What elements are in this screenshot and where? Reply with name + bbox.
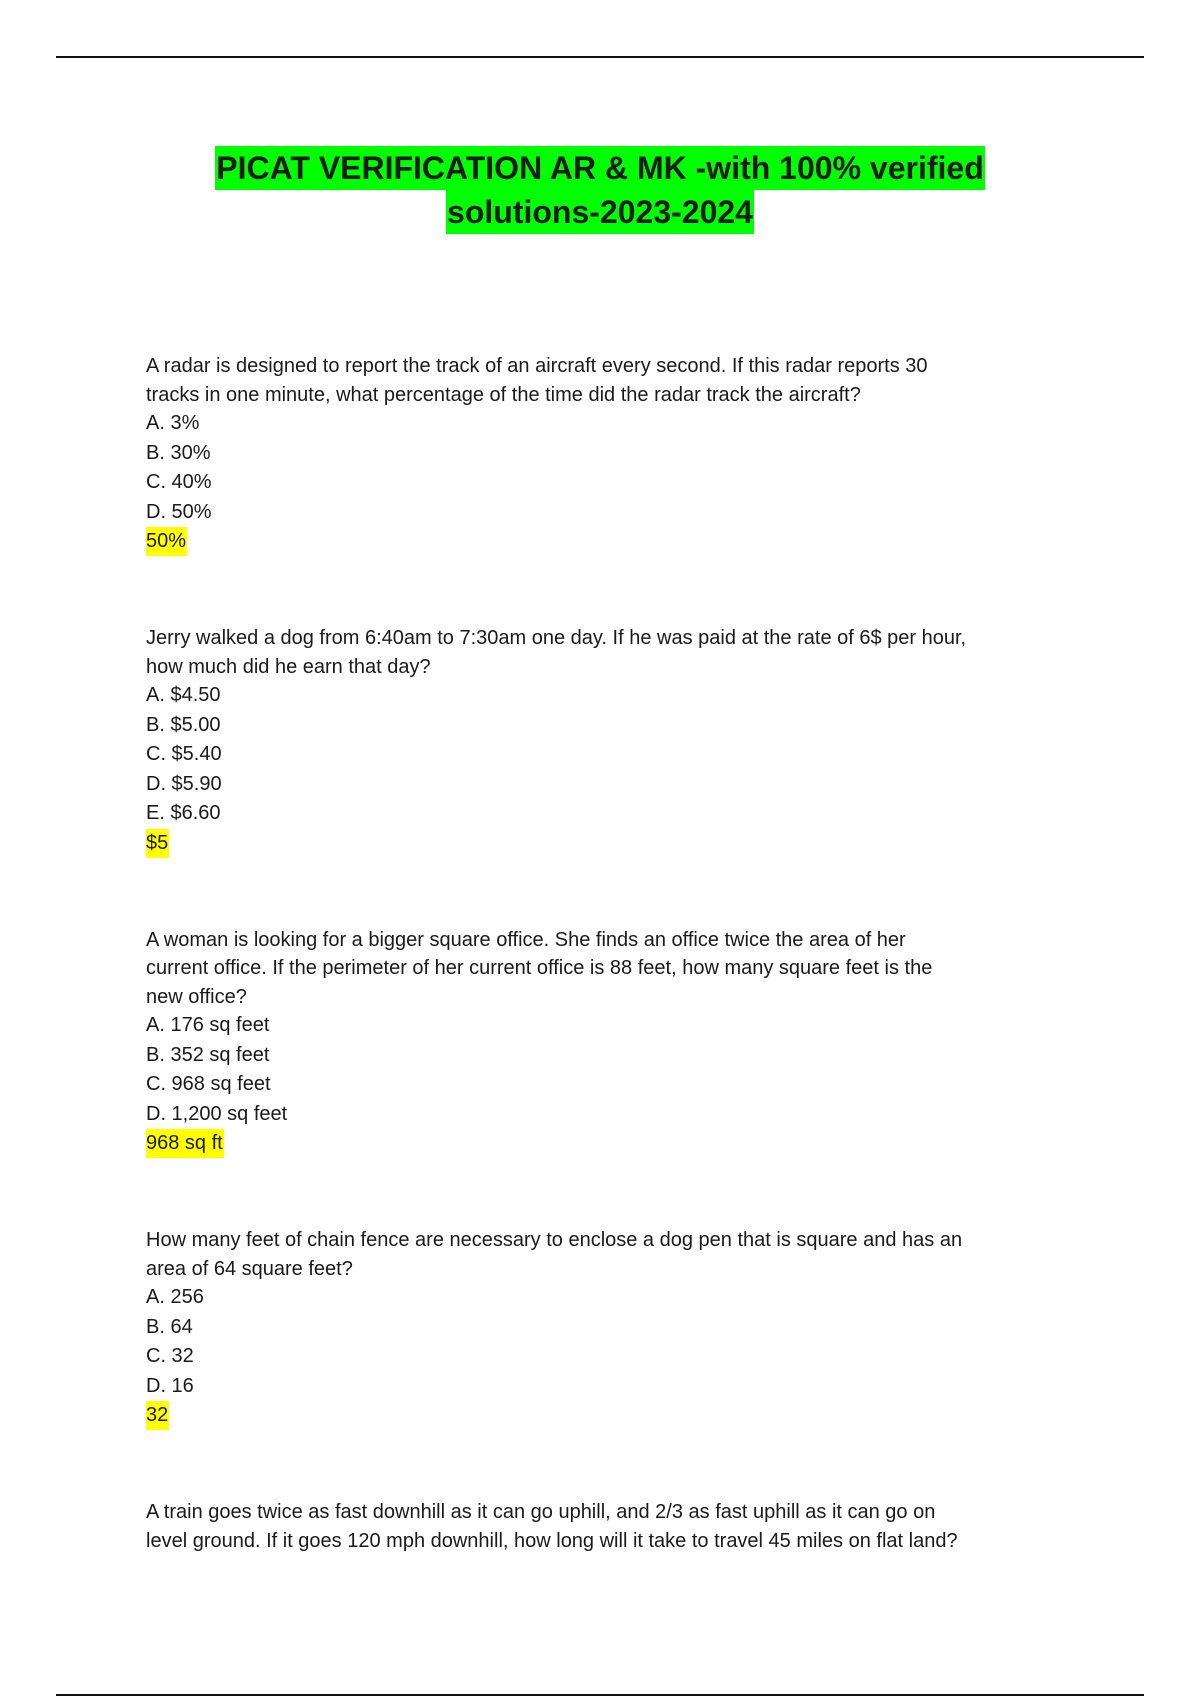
option-c: C. $5.40 [146,743,222,765]
option-d: D. 50% [146,500,212,523]
option-b: B. 352 sq feet [146,1043,270,1066]
option-b: B. $5.00 [146,713,221,736]
option-d: D. 1,200 sq feet [146,1102,288,1125]
question-text [146,1498,1066,1555]
question-text-line: level ground. If it goes 120 mph downhill, how long will it take to travel 45 miles on flat land? [146,1529,958,1552]
question-text-line: Jerry walked a dog from 6:40am to 7:30am one day. If he was paid at the rate of 6$ per hour, [146,627,967,649]
option-d: D. 16 [146,1374,194,1397]
option-c: C. 968 sq feet [146,1073,271,1095]
answer-highlight: 968 sq ft [146,1129,224,1158]
option-a: A. $4.50 [146,684,221,706]
option-c: C. 32 [146,1345,194,1367]
question-text [146,1226,1066,1283]
title-line-1: PICAT VERIFICATION AR & MK -with 100% verified [215,146,984,190]
question-2 [146,624,1066,858]
question-text-line: current office. If the perimeter of her current office is 88 feet, how many square feet is the [146,957,933,979]
option-b: B. 64 [146,1315,193,1338]
question-text-line: area of 64 square feet? [146,1257,353,1280]
question-text-line: new office? [146,985,247,1008]
option-e: E. $6.60 [146,802,221,824]
option-a: A. 176 sq feet [146,1014,270,1036]
answer-highlight: $5 [146,829,169,858]
option-a: A. 256 [146,1286,204,1308]
top-divider [56,56,1144,58]
question-text-line: A woman is looking for a bigger square office. She finds an office twice the area of her [146,928,906,951]
answer-highlight: 32 [146,1401,169,1430]
question-text [146,926,1066,1012]
question-text [146,352,1066,409]
question-1 [146,352,1066,556]
option-a: A. 3% [146,412,200,434]
option-c: C. 40% [146,471,212,493]
document-title [0,146,1200,234]
question-text-line: A radar is designed to report the track of an aircraft every second. If this radar reports 30 [146,355,928,377]
question-text-line: tracks in one minute, what percentage of the time did the radar track the aircraft? [146,383,861,406]
question-text-line: How many feet of chain fence are necessary to enclose a dog pen that is square and has an [146,1229,963,1251]
question-text-line: A train goes twice as fast downhill as it can go uphill, and 2/3 as fast uphill as it can go on [146,1501,936,1523]
bottom-divider [56,1694,1144,1696]
question-list [146,352,1066,1623]
question-3 [146,926,1066,1159]
option-d: D. $5.90 [146,772,222,795]
question-5 [146,1498,1066,1555]
title-line-2: solutions-2023-2024 [446,190,754,234]
question-text-line: how much did he earn that day? [146,655,431,678]
answer-highlight: 50% [146,527,187,556]
question-text [146,624,1066,681]
option-b: B. 30% [146,441,211,464]
question-4 [146,1226,1066,1430]
